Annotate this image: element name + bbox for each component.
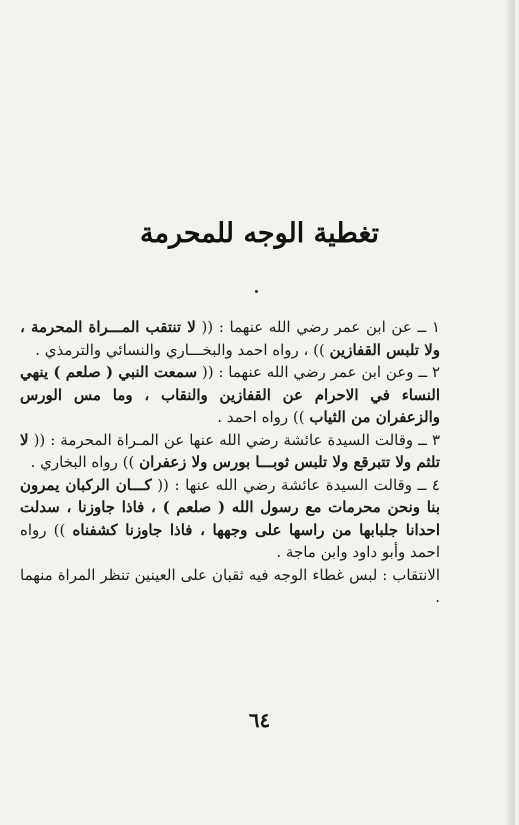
- definition-note: الانتقاب : لبس غطاء الوجه فيه ثقبان على العينين تنظر المراة منهما .: [20, 565, 440, 606]
- page-title: تغطية الوجه للمحرمة: [140, 218, 379, 249]
- paragraph-1-source: )) ، رواه احمد والبخـــاري والنسائي والترمذي .: [35, 340, 325, 359]
- paragraph-1: [20, 316, 440, 361]
- paragraph-1-intro: ١ ــ عن ابن عمر رضي الله عنهما : ((: [201, 318, 440, 336]
- paragraph-4-intro: ٤ ــ وقالت السيدة عائشة رضي الله عنها : ((: [157, 475, 440, 494]
- paragraph-2: [20, 361, 440, 429]
- paragraph-4-quote: كـــان الركبان يمرون بنا ونحن محرمات مع رسول الله ( صلعم ) ، فاذا جاوزنا ، سدلت احدانا جلبابها من راسها على وجهها ، فاذا جاوزنا كشفناه: [20, 475, 440, 539]
- paragraph-3-source: )) رواه البخاري .: [30, 453, 135, 471]
- paragraph-3-quote: لا تلثم ولا تتبرقع ولا تلبس ثوبـــا بورس ولا زعفران: [20, 430, 440, 471]
- paragraph-4: [20, 474, 440, 564]
- paragraph-3: [20, 429, 440, 474]
- print-speck: [255, 290, 258, 293]
- paragraph-3-intro: ٣ ــ وقالت السيدة عائشة رضي الله عنها عن المـراة المحرمة : ((: [33, 430, 440, 449]
- paragraph-4-source: )) رواه احمد وأبو داود وابن ماجة .: [20, 520, 440, 561]
- paragraph-2-intro: ٢ ــ وعن ابن عمر رضي الله عنهما : ((: [201, 363, 441, 381]
- body-text: [20, 316, 440, 609]
- page-number: ٦٤: [248, 708, 271, 732]
- paragraph-2-quote: سمعت النبي ( صلعم ) ينهي النساء في الاحرام عن القفازين والنقاب ، وما مس الورس والزعفران من الثياب: [20, 363, 440, 426]
- paragraph-2-source: )) رواه احمد .: [217, 408, 305, 426]
- page-edge-shadow: [505, 0, 515, 825]
- paragraph-1-quote: لا تنتقب المـــراة المحرمة ، ولا تلبس القفازين: [20, 318, 440, 359]
